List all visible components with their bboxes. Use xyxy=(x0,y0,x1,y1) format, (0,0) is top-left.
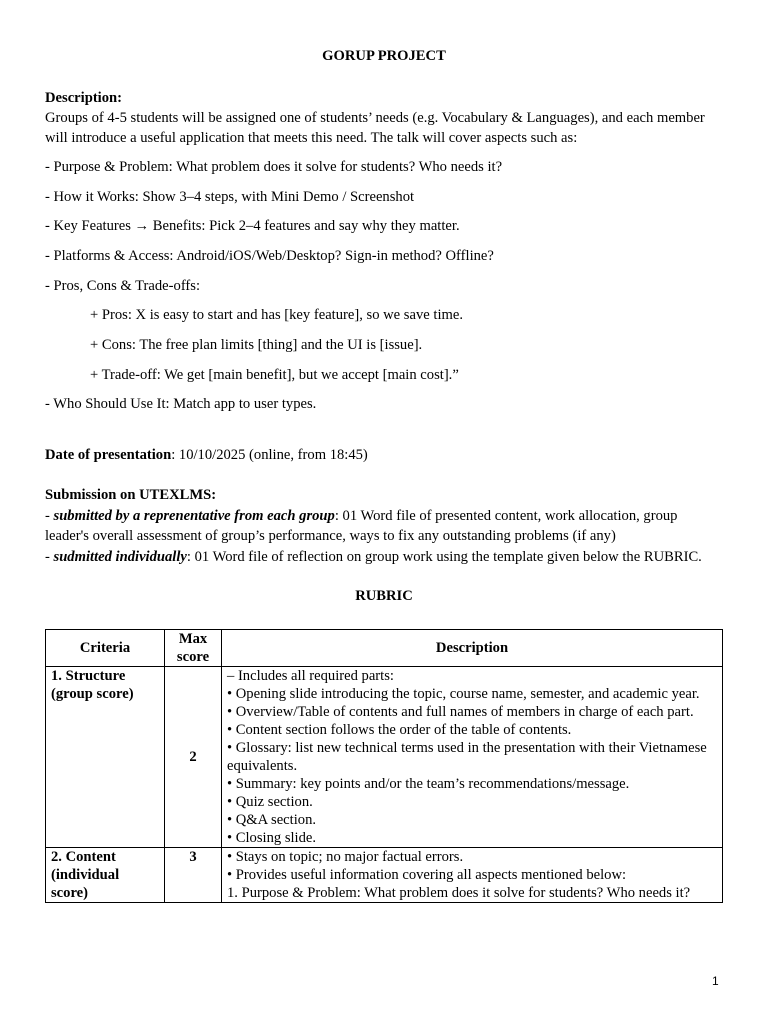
description-heading: Description: xyxy=(45,90,123,106)
description-line: • Overview/Table of contents and full names of members in charge of each part. xyxy=(227,704,694,720)
description-subitem: + Pros: X is easy to start and has [key feature], so we save time. xyxy=(90,307,463,323)
submission-individual xyxy=(45,547,725,567)
date-label: Date of presentation xyxy=(45,447,172,463)
description-cell xyxy=(222,667,723,848)
description-line: • Summary: key points and/or the team’s recommendations/message. xyxy=(227,776,630,792)
bullet-dash: - xyxy=(45,549,54,565)
description-line: • Content section follows the order of the table of contents. xyxy=(227,722,572,738)
description-item: - Pros, Cons & Trade-offs: xyxy=(45,278,201,294)
description-line: • Q&A section. xyxy=(227,812,317,828)
header-description: Description xyxy=(222,630,723,667)
description-item: - Who Should Use It: Match app to user types. xyxy=(45,396,317,412)
rubric-table xyxy=(45,629,723,903)
submission-individual-text: : 01 Word file of reflection on group work using the template given below the RUBRIC. xyxy=(186,549,702,565)
criteria-cell: 1. Structure (group score) xyxy=(46,667,165,848)
description-subitem: + Cons: The free plan limits [thing] and the UI is [issue]. xyxy=(90,337,423,353)
score-cell: 2 xyxy=(165,667,222,848)
description-item: - Key Features → Benefits: Pick 2–4 features and say why they matter. xyxy=(45,218,460,234)
rubric-title: RUBRIC xyxy=(355,588,413,604)
submission-group-text: : 01 Word file of presented content, work allocation, group leader's overall assessment of group’s performance, ways to fix any outstanding problems (if any) xyxy=(45,508,678,544)
date-value: : 10/10/2025 (online, from 18:45) xyxy=(171,447,368,463)
page-number: 1 xyxy=(712,974,719,988)
description-cell xyxy=(222,848,723,903)
criteria-cell: 2. Content (individual score) xyxy=(46,848,165,903)
submission-individual-label: sudmitted individually xyxy=(53,549,187,565)
submission-group-label: submitted by a reprenentative from each group xyxy=(53,508,335,524)
description-line: • Closing slide. xyxy=(227,830,317,846)
description-item: - Purpose & Problem: What problem does it solve for students? Who needs it? xyxy=(45,159,503,175)
rubric-header-row xyxy=(46,630,723,667)
description-line: 1. Purpose & Problem: What problem does it solve for students? Who needs it? xyxy=(227,885,691,901)
description-line: • Provides useful information covering all aspects mentioned below: xyxy=(227,867,627,883)
description-line: • Stays on topic; no major factual errors. xyxy=(227,849,464,865)
description-subitem: + Trade-off: We get [main benefit], but we accept [main cost].” xyxy=(90,367,459,383)
submission-group xyxy=(45,506,725,546)
score-cell: 3 xyxy=(165,848,222,903)
description-item: - How it Works: Show 3–4 steps, with Mini Demo / Screenshot xyxy=(45,189,415,205)
description-line: • Opening slide introducing the topic, course name, semester, and academic year. xyxy=(227,686,700,702)
header-criteria: Criteria xyxy=(46,630,165,667)
table-row xyxy=(46,848,723,903)
description-line: • Glossary: list new technical terms used in the presentation with their Vietnamese equivalents. xyxy=(227,740,707,774)
table-row xyxy=(46,667,723,848)
bullet-dash: - xyxy=(45,508,54,524)
page-title: GORUP PROJECT xyxy=(322,48,446,64)
submission-heading: Submission on UTEXLMS: xyxy=(45,487,217,503)
description-line: – Includes all required parts: xyxy=(227,668,394,684)
description-intro: Groups of 4-5 students will be assigned one of students’ needs (e.g. Vocabulary & Languages), and each member will introduce a useful application that meets this need. The talk will cover aspects such as: xyxy=(45,110,705,146)
description-line: • Quiz section. xyxy=(227,794,313,810)
header-max-score: Max score xyxy=(165,630,222,667)
presentation-date xyxy=(45,445,368,465)
description-item: - Platforms & Access: Android/iOS/Web/Desktop? Sign-in method? Offline? xyxy=(45,248,494,264)
